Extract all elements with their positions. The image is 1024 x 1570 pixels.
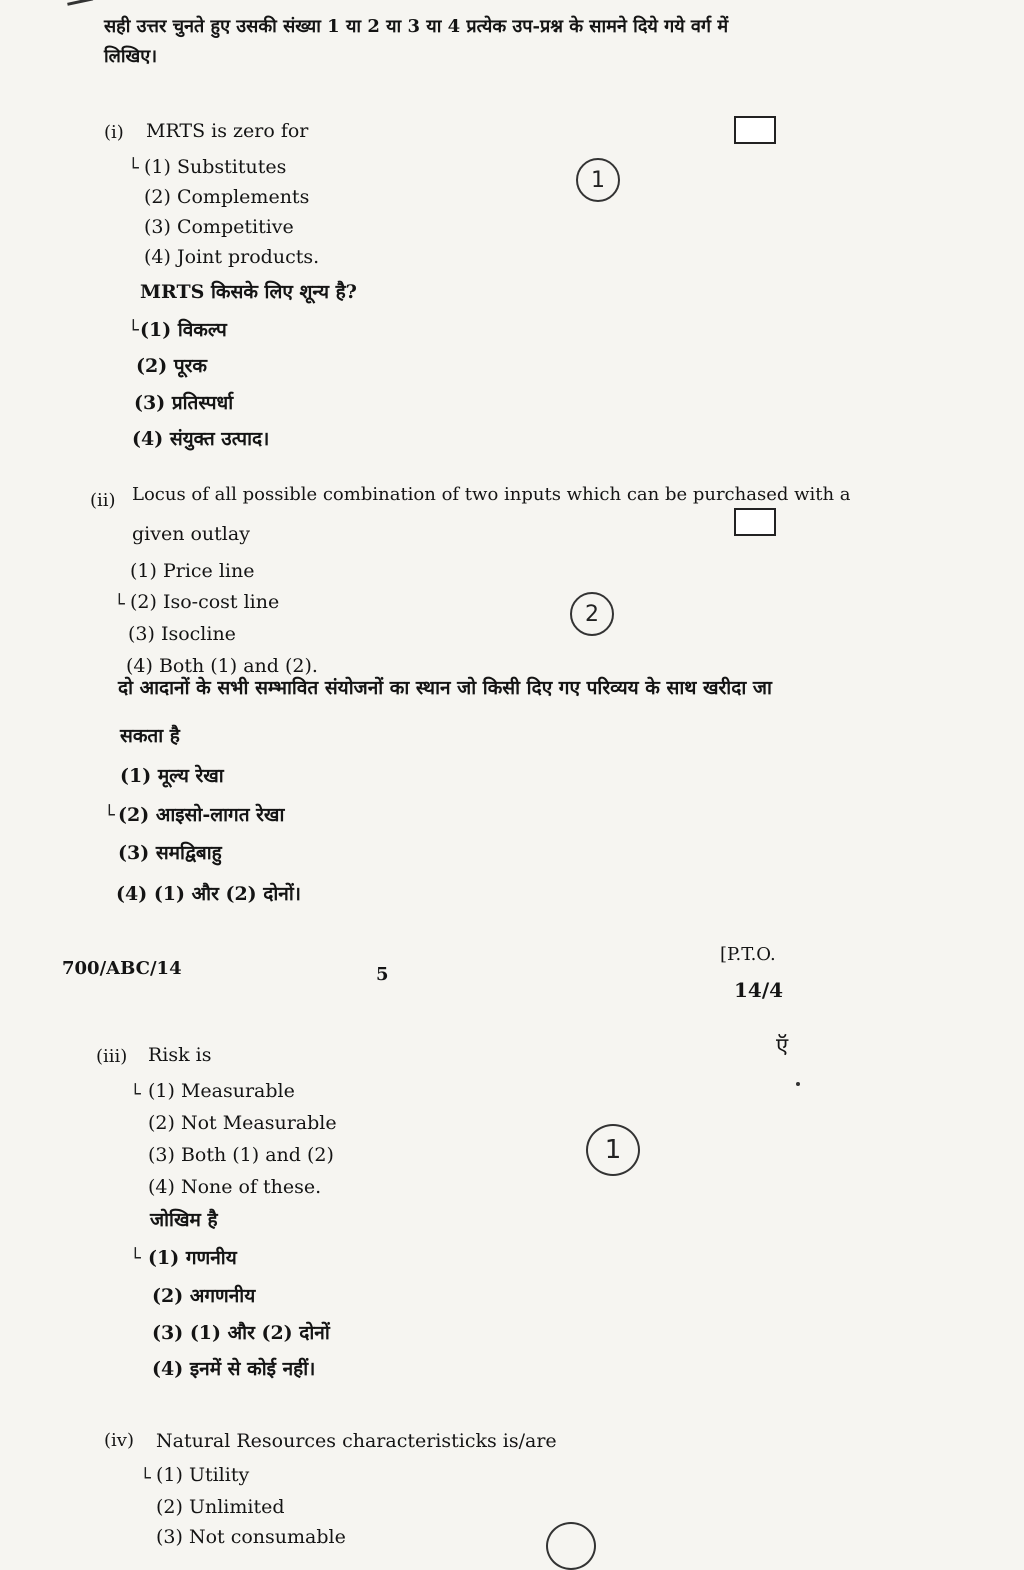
margin-mark: ऍ (776, 1034, 789, 1059)
q3-text: Risk is (148, 1044, 212, 1066)
q1-answer-circle: 1 (576, 158, 620, 202)
q1-hindi-option-4: (4) संयुक्त उत्पाद। (132, 428, 270, 450)
page-number: 5 (376, 964, 389, 985)
q2-hindi-tick-mark-icon: └ (104, 805, 115, 826)
instruction-line-2: लिखिए। (104, 46, 158, 67)
q2-tick-mark-icon: └ (114, 594, 125, 615)
q3-hindi-option-4: (4) इनमें से कोई नहीं। (152, 1358, 316, 1380)
q2-answer-circle: 2 (570, 592, 614, 636)
q3-hindi-option-3: (3) (1) और (2) दोनों (152, 1322, 330, 1344)
q1-hindi-option-1: (1) विकल्प (140, 319, 227, 341)
q4-option-1: (1) Utility (156, 1464, 250, 1486)
q3-option-2: (2) Not Measurable (148, 1112, 337, 1134)
q3-number: (iii) (96, 1046, 128, 1067)
q1-tick-mark-icon: └ (128, 158, 139, 179)
q4-tick-mark-icon: └ (140, 1468, 151, 1489)
q2-number: (ii) (90, 490, 116, 511)
q2-hindi-option-1: (1) मूल्य रेखा (120, 765, 224, 787)
q3-tick-mark-icon: └ (130, 1084, 141, 1105)
q2-hindi-option-4: (4) (1) और (2) दोनों। (116, 883, 301, 905)
q1-text: MRTS is zero for (146, 120, 309, 142)
q4-number: (iv) (104, 1430, 134, 1451)
q1-hindi-option-3: (3) प्रतिस्पर्धा (134, 392, 234, 414)
page-corner-mark (67, 0, 95, 14)
q2-option-2: (2) Iso-cost line (130, 591, 280, 613)
q1-answer-box[interactable] (734, 116, 776, 144)
q1-hindi-text: MRTS किसके लिए शून्य है? (140, 281, 357, 303)
q2-hindi-option-2: (2) आइसो-लागत रेखा (118, 804, 285, 826)
q2-option-3: (3) Isocline (128, 623, 236, 645)
q4-option-2: (2) Unlimited (156, 1496, 285, 1518)
q3-hindi-option-2: (2) अगणनीय (152, 1285, 256, 1307)
q2-hindi-line-2: सकता है (120, 725, 180, 747)
q2-answer-box[interactable] (734, 508, 776, 536)
q3-option-1: (1) Measurable (148, 1080, 295, 1102)
q2-text-line-2: given outlay (132, 523, 250, 545)
q4-answer-circle-partial (546, 1522, 596, 1570)
q1-hindi-option-2: (2) पूरक (136, 355, 207, 377)
q4-option-3: (3) Not consumable (156, 1526, 346, 1548)
q3-hindi-option-1: (1) गणनीय (148, 1247, 237, 1269)
q1-hindi-tick-mark-icon: └ (128, 320, 139, 341)
q1-option-3: (3) Competitive (144, 216, 294, 238)
q1-option-1: (1) Substitutes (144, 156, 287, 178)
q1-option-4: (4) Joint products. (144, 246, 320, 268)
q3-hindi-tick-mark-icon: └ (130, 1248, 141, 1269)
q2-text-line-1: Locus of all possible combination of two inputs which can be purchased with a (132, 484, 851, 505)
q3-option-3: (3) Both (1) and (2) (148, 1144, 334, 1166)
q4-text: Natural Resources characteristicks is/are (156, 1430, 557, 1452)
q2-hindi-option-3: (3) समद्विबाहु (118, 842, 222, 864)
q2-option-4: (4) Both (1) and (2). (126, 655, 318, 677)
q2-option-1: (1) Price line (130, 560, 255, 582)
paper-code: 700/ABC/14 (62, 958, 182, 979)
q2-hindi-line-1: दो आदानों के सभी सम्भावित संयोजनों का स्थान जो किसी दिए गए परिव्यय के साथ खरीदा जा (118, 677, 772, 699)
margin-dot (796, 1082, 800, 1086)
q3-option-4: (4) None of these. (148, 1176, 322, 1198)
q1-option-2: (2) Complements (144, 186, 310, 208)
q3-answer-circle: 1 (586, 1124, 640, 1176)
instruction-line-1: सही उत्तर चुनते हुए उसकी संख्या 1 या 2 या 3 या 4 प्रत्येक उप-प्रश्न के सामने दिये गये वर्ग में (104, 16, 729, 37)
sheet-number: 14/4 (734, 978, 784, 1002)
q3-hindi-text: जोखिम है (150, 1209, 218, 1231)
q1-number: (i) (104, 122, 124, 143)
pto-label: [P.T.O. (720, 944, 776, 965)
